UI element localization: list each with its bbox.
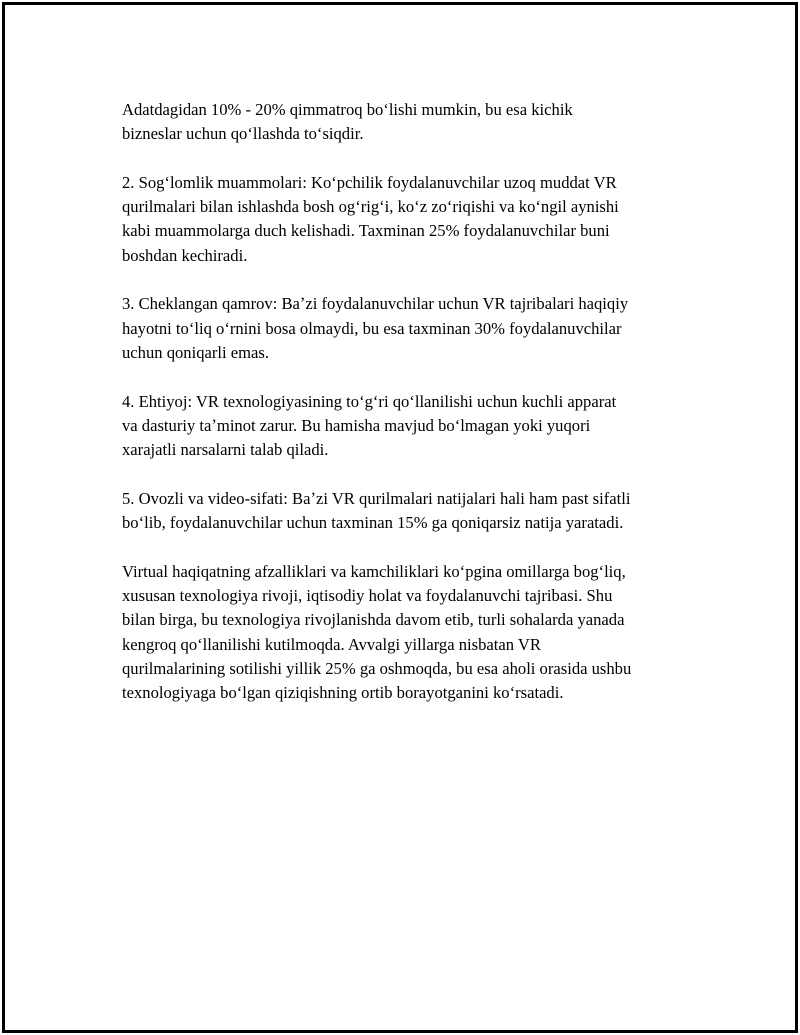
- page-frame: [2, 2, 798, 1033]
- paragraph-requirements: 4. Ehtiyoj: VR texnologiyasining toʻgʻri qoʻllanilishi uchun kuchli apparat va dasturiy taʼminot zarur. Bu hamisha mavjud boʻlmagan yoki yuqori xarajatli narsalarni talab qiladi.: [122, 391, 617, 460]
- document-body: [122, 98, 712, 730]
- paragraph-cost-intro: Adatdagidan 10% - 20% qimmatroq boʻlishi mumkin, bu esa kichik bizneslar uchun qoʻllashda toʻsiqdir.: [122, 100, 573, 144]
- paragraph-audio-video-quality: 5. Ovozli va video-sifati: Baʼzi VR qurilmalari natijalari hali ham past sifatli boʻlib, foydalanuvchilar uchun taxminan 15% ga qoniqarsiz natija yaratadi.: [122, 488, 631, 533]
- paragraph-limited-scope: 3. Cheklangan qamrov: Baʼzi foydalanuvchilar uchun VR tajribalari haqiqiy hayotni toʻliq oʻrnini bosa olmaydi, bu esa taxminan 30% foydalanuvchilar uchun qoniqarli emas.: [122, 294, 629, 362]
- paragraph-conclusion: Virtual haqiqatning afzalliklari va kamchiliklari koʻpgina omillarga bogʻliq, xususan texnologiya rivoji, iqtisodiy holat va foydalanuvchi tajribasi. Shu bilan birga, bu texnologiya rivojlanishda davom etib, turli sohalarda yanada kengroq qoʻllanilishi kutilmoqda. Avvalgi yillarga nisbatan VR qurilmalarining sotilishi yillik 25% ga oshmoqda, bu esa aholi orasida ushbu texnologiyaga boʻlgan qiziqishning ortib borayotganini koʻrsatadi.: [122, 561, 632, 703]
- paragraph-health-problems: 2. Sogʻlomlik muammolari: Koʻpchilik foydalanuvchilar uzoq muddat VR qurilmalari bilan ishlashda bosh ogʻrigʻi, koʻz zoʻriqishi va koʻngil aynishi kabi muammolarga duch kelishadi. Taxminan 25% foydalanuvchilar buni boshdan kechiradi.: [122, 172, 619, 265]
